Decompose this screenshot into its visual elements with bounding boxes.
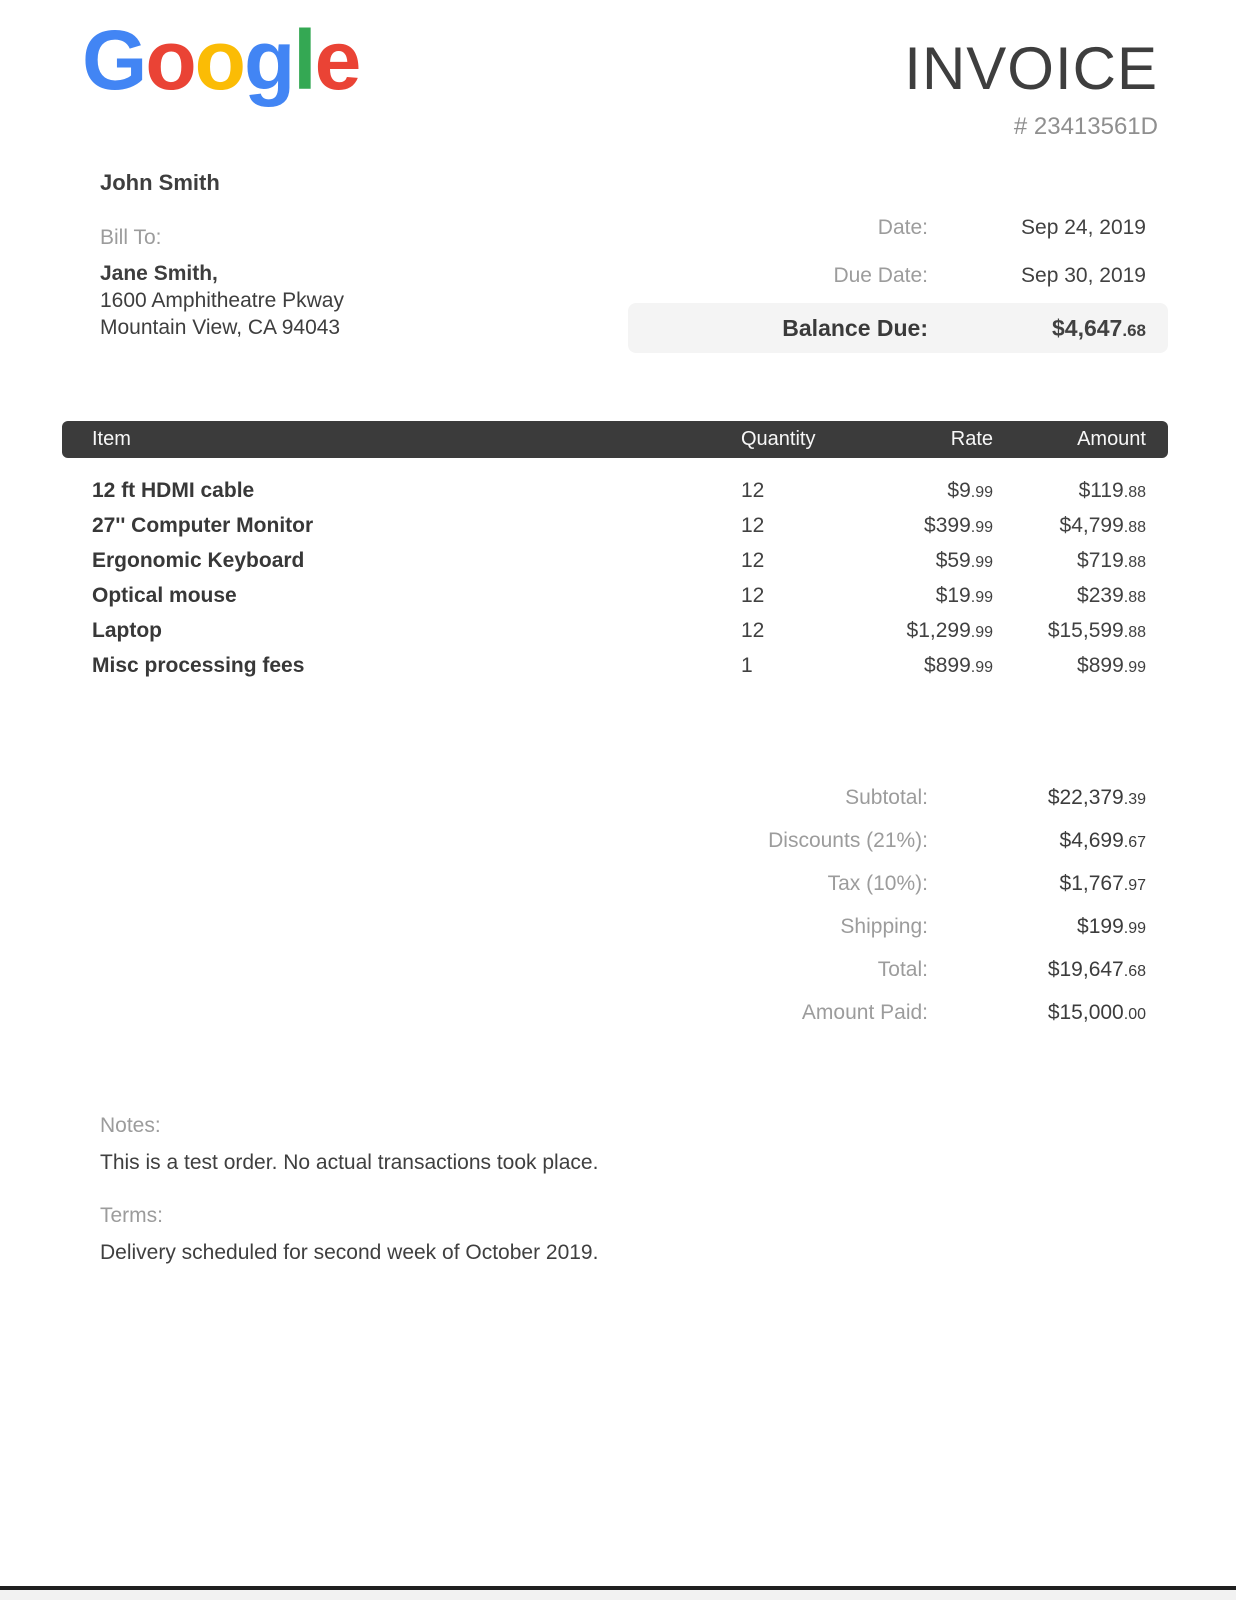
table-row: [62, 543, 1168, 578]
total-row-label: Discounts (21%):: [768, 828, 928, 852]
item-amount: [993, 549, 1146, 573]
item-amount-cents: .88: [1123, 518, 1146, 536]
total-row-cents: .97: [1123, 876, 1146, 894]
total-row: [628, 862, 1168, 905]
item-name: Laptop: [92, 618, 162, 642]
item-quantity: 12: [741, 548, 765, 572]
terms-text: Delivery scheduled for second week of October 2019.: [100, 1241, 599, 1264]
column-header-amount: Amount: [1077, 428, 1146, 450]
item-rate-main: $899: [924, 653, 971, 677]
item-quantity: 12: [741, 618, 765, 642]
item-rate-cents: .99: [970, 518, 993, 536]
total-row-label: Total:: [877, 957, 928, 981]
google-logo: [82, 14, 359, 106]
logo-letter: o: [145, 13, 195, 107]
item-amount-main: $15,599: [1047, 618, 1124, 642]
total-row: [628, 819, 1168, 862]
bill-to-address-line2: Mountain View, CA 94043: [100, 316, 341, 339]
item-name: 27'' Computer Monitor: [92, 513, 314, 537]
total-row-cents: .67: [1123, 833, 1146, 851]
balance-due-row: [628, 303, 1168, 353]
total-row-main: $4,699: [1059, 828, 1124, 852]
invoice-meta: [628, 204, 1168, 353]
item-amount-main: $719: [1077, 548, 1124, 572]
total-row-main: $22,379: [1047, 785, 1124, 809]
items-table-header: [62, 421, 1168, 458]
item-rate-cents: .99: [970, 623, 993, 641]
table-row: [62, 473, 1168, 508]
table-row: [62, 613, 1168, 648]
item-amount-cents: .88: [1123, 588, 1146, 606]
item-amount-main: $239: [1077, 583, 1124, 607]
item-quantity: 12: [741, 583, 765, 607]
sender-name: John Smith: [100, 170, 220, 195]
item-rate-cents: .99: [970, 483, 993, 501]
column-header-rate: Rate: [950, 428, 993, 450]
item-rate: [833, 619, 993, 643]
logo-letter: G: [82, 13, 146, 107]
item-rate-main: $399: [924, 513, 971, 537]
item-name: Optical mouse: [92, 583, 237, 607]
balance-due-label: Balance Due:: [782, 314, 928, 341]
logo-letter: g: [243, 13, 294, 107]
notes-section: [100, 1114, 598, 1175]
logo-letter: e: [314, 13, 360, 107]
total-row-label: Amount Paid:: [801, 1000, 928, 1024]
due-date-row: [628, 252, 1168, 300]
page-bottom-strip: [0, 1590, 1236, 1600]
total-row: [628, 991, 1168, 1034]
date-row: [628, 204, 1168, 252]
invoice-number: # 23413561D: [1013, 113, 1158, 140]
total-row-value: [928, 958, 1168, 982]
bill-to-label: Bill To:: [100, 226, 162, 249]
item-name: Ergonomic Keyboard: [92, 548, 305, 572]
invoice-title-block: [904, 34, 1158, 141]
total-row-value: [928, 1001, 1168, 1025]
item-rate-cents: .99: [970, 553, 993, 571]
logo-letter: o: [194, 13, 244, 107]
item-name: Misc processing fees: [92, 653, 305, 677]
totals-block: [628, 776, 1168, 1034]
item-amount: [993, 654, 1146, 678]
due-date-label: Due Date:: [833, 264, 928, 287]
due-date-value: Sep 30, 2019: [1021, 264, 1146, 287]
total-row-value: [928, 786, 1168, 810]
items-rows: [62, 473, 1168, 683]
total-row-cents: .39: [1123, 790, 1146, 808]
bill-to-block: [100, 224, 344, 341]
item-amount-main: $119: [1078, 478, 1124, 502]
item-amount: [993, 479, 1146, 503]
item-rate-main: $1,299: [906, 618, 971, 642]
item-amount: [993, 514, 1146, 538]
item-amount: [993, 584, 1146, 608]
total-row-main: $1,767: [1059, 871, 1124, 895]
item-quantity: 1: [741, 653, 753, 677]
date-value: Sep 24, 2019: [1021, 216, 1146, 239]
total-row: [628, 776, 1168, 819]
item-rate-main: $9: [947, 478, 971, 502]
total-row-cents: .68: [1123, 962, 1146, 980]
total-row-label: Tax (10%):: [827, 871, 928, 895]
total-row-main: $19,647: [1047, 957, 1124, 981]
item-amount-main: $899: [1077, 653, 1124, 677]
item-rate: [833, 654, 993, 678]
total-row-value: [928, 915, 1168, 939]
balance-due-main: $4,647: [1052, 314, 1123, 341]
item-quantity: 12: [741, 478, 765, 502]
item-rate-main: $19: [935, 583, 971, 607]
date-label: Date:: [877, 216, 928, 239]
column-header-item: Item: [92, 428, 131, 450]
bill-to-name: Jane Smith,: [100, 262, 218, 285]
item-rate-cents: .99: [970, 588, 993, 606]
total-row-label: Shipping:: [840, 914, 928, 938]
logo-letter: l: [293, 13, 315, 107]
total-row: [628, 948, 1168, 991]
bill-to-address-line1: 1600 Amphitheatre Pkway: [100, 289, 344, 312]
item-amount-main: $4,799: [1059, 513, 1124, 537]
item-amount-cents: .88: [1123, 623, 1146, 641]
total-row: [628, 905, 1168, 948]
item-rate: [833, 584, 993, 608]
total-row-value: [928, 872, 1168, 896]
item-amount-cents: .88: [1123, 483, 1146, 501]
item-rate: [833, 549, 993, 573]
item-quantity: 12: [741, 513, 765, 537]
balance-due-cents: .68: [1122, 320, 1146, 340]
total-row-main: $15,000: [1047, 1000, 1124, 1024]
table-row: [62, 578, 1168, 613]
item-rate: [833, 479, 993, 503]
total-row-cents: .99: [1123, 919, 1146, 937]
total-row-label: Subtotal:: [845, 785, 928, 809]
terms-section: [100, 1204, 598, 1265]
notes-label: Notes:: [100, 1114, 161, 1137]
column-header-quantity: Quantity: [741, 428, 816, 450]
total-row-main: $199: [1077, 914, 1124, 938]
item-name: 12 ft HDMI cable: [92, 478, 255, 502]
balance-due-value: [928, 315, 1168, 342]
page-title: INVOICE: [904, 35, 1158, 102]
item-rate-main: $59: [935, 548, 971, 572]
notes-text: This is a test order. No actual transactions took place.: [100, 1151, 599, 1174]
total-row-value: [928, 829, 1168, 853]
item-rate-cents: .99: [970, 658, 993, 676]
item-amount: [993, 619, 1146, 643]
table-row: [62, 508, 1168, 543]
item-amount-cents: .88: [1123, 553, 1146, 571]
item-amount-cents: .99: [1123, 658, 1146, 676]
item-rate: [833, 514, 993, 538]
table-row: [62, 648, 1168, 683]
terms-label: Terms:: [100, 1204, 163, 1227]
total-row-cents: .00: [1123, 1005, 1146, 1023]
